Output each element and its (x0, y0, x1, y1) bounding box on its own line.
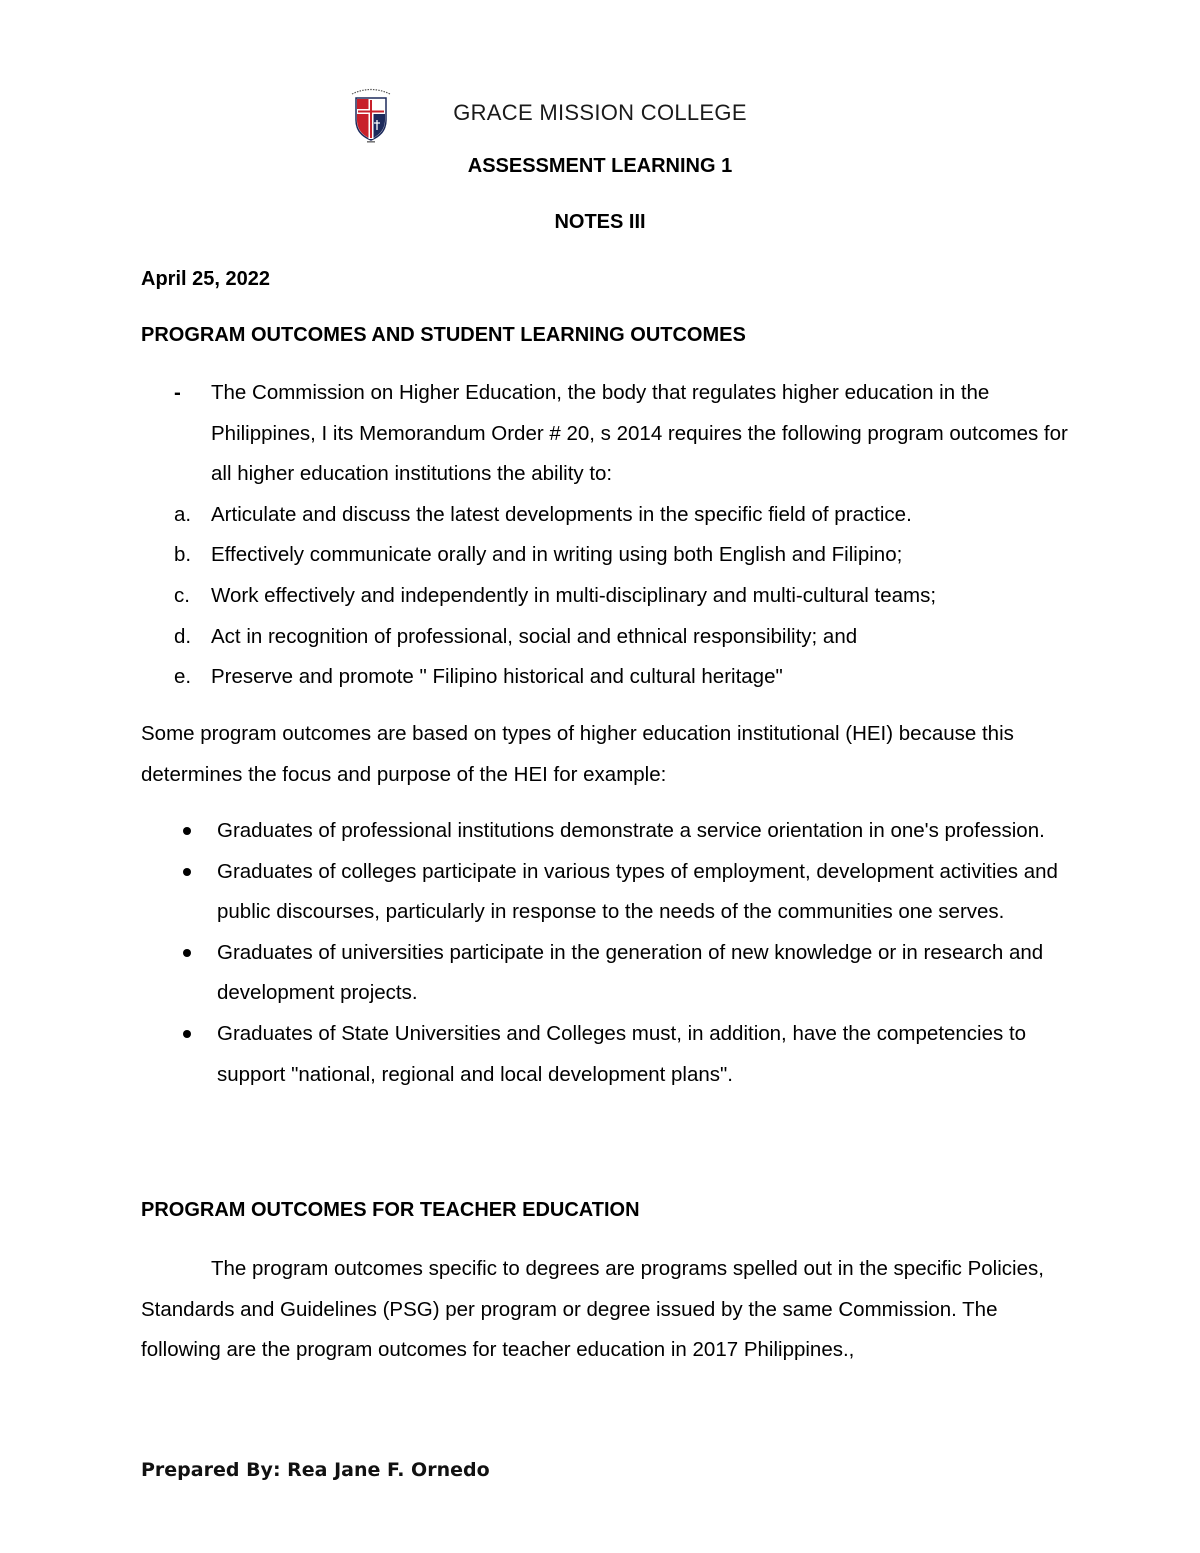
section-heading-program-outcomes: PROGRAM OUTCOMES AND STUDENT LEARNING OUTCOMES (141, 324, 746, 346)
list-item (141, 617, 1071, 658)
notes-title: NOTES III (554, 211, 646, 233)
list-marker: a. (174, 502, 192, 526)
list-item (141, 1014, 1071, 1095)
list-item (141, 811, 1071, 852)
bullet-icon (183, 949, 191, 957)
list-item-text: Work effectively and independently in multi-disciplinary and multi-cultural teams; (211, 583, 937, 607)
list-marker: c. (174, 583, 190, 607)
list-item (141, 933, 1071, 1014)
list-item (141, 576, 1071, 617)
list-item (141, 495, 1071, 536)
list-item-text: Graduates of colleges participate in various types of employment, development activities and public discourses, particularly in response to the needs of the communities one serves. (217, 859, 1058, 924)
list-item-text: Preserve and promote " Filipino historical and cultural heritage" (211, 665, 783, 689)
ched-outcomes-list (141, 373, 1071, 698)
list-item (141, 373, 1071, 495)
document-header (0, 84, 1200, 144)
bullet-icon (183, 868, 191, 876)
list-item-text: Articulate and discuss the latest developments in the specific field of practice. (211, 502, 912, 526)
bullet-icon (183, 1030, 191, 1038)
list-item-text: Effectively communicate orally and in writing using both English and Filipino; (211, 543, 903, 567)
notes-date: April 25, 2022 (141, 268, 270, 290)
hei-types-paragraph: Some program outcomes are based on types of higher education institutional (HEI) because this determines the focus and purpose of the HEI for example: (141, 722, 1014, 786)
bullet-icon (183, 827, 191, 835)
list-item-text: Graduates of State Universities and Colleges must, in addition, have the competencies to support "national, regional and local development plans". (217, 1021, 1027, 1086)
section-heading-teacher-education: PROGRAM OUTCOMES FOR TEACHER EDUCATION (141, 1199, 640, 1221)
list-marker: d. (174, 624, 192, 648)
list-marker: e. (174, 665, 192, 689)
list-item-text: Graduates of professional institutions demonstrate a service orientation in one's profession. (217, 819, 1045, 842)
list-item (141, 657, 1071, 698)
hei-examples-list (141, 811, 1071, 1095)
list-item (141, 535, 1071, 576)
list-item (141, 852, 1071, 933)
list-marker: - (174, 381, 181, 404)
list-marker: b. (174, 543, 192, 567)
course-title: ASSESSMENT LEARNING 1 (467, 155, 733, 177)
list-item-text: Act in recognition of professional, social and ethnical responsibility; and (211, 624, 858, 648)
teacher-education-paragraph: The program outcomes specific to degrees are programs spelled out in the specific Policies, Standards and Guidelines (PSG) per program or degree issued by the same Commission. The following are the program outcomes for teacher education in 2017 Philippines., (141, 1257, 1044, 1362)
college-name: GRACE MISSION COLLEGE (453, 100, 747, 125)
list-item-text: The Commission on Higher Education, the body that regulates higher education in the Philippines, I its Memorandum Order # 20, s 2014 requires the following program outcomes for all higher education institutions the ability to: (211, 381, 1068, 486)
prepared-by-footer: Prepared By: Rea Jane F. Ornedo (141, 1459, 490, 1481)
list-item-text: Graduates of universities participate in the generation of new knowledge or in research and development projects. (217, 940, 1044, 1005)
